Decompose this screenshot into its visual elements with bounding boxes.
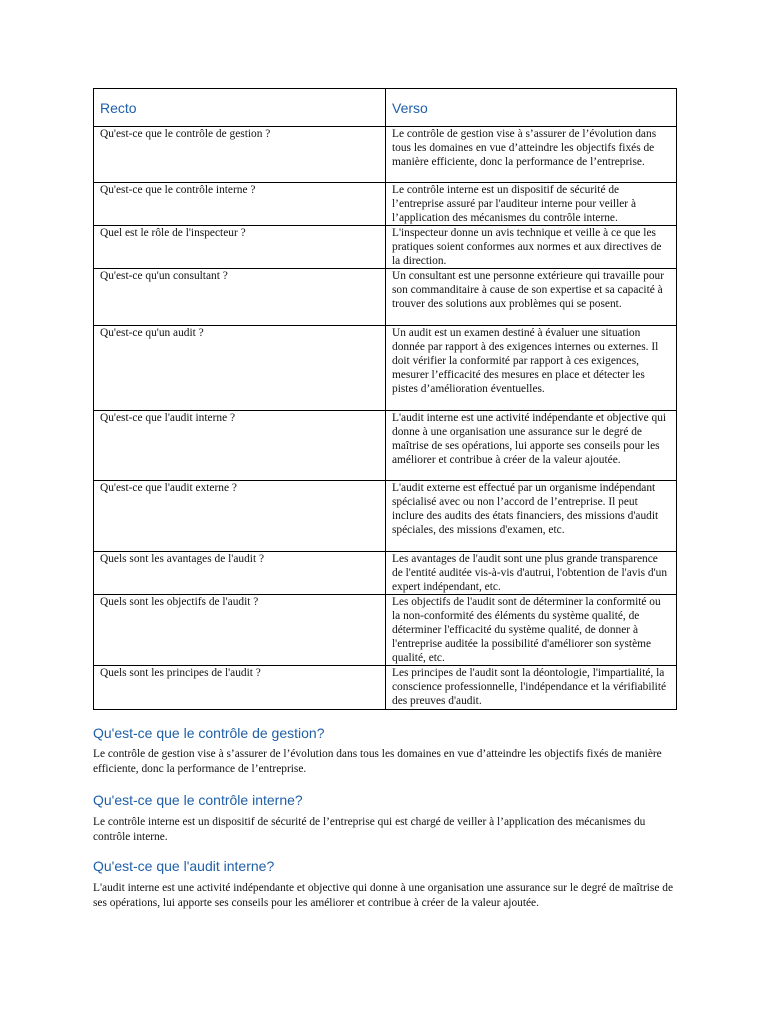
section-heading-controle-gestion: Qu'est-ce que le contrôle de gestion? — [93, 725, 325, 741]
question-cell: Qu'est-ce qu'un audit ? — [94, 326, 386, 411]
question-cell: Qu'est-ce que le contrôle de gestion ? — [94, 127, 386, 183]
table-row — [94, 269, 677, 326]
question-cell: Quels sont les principes de l'audit ? — [94, 666, 386, 710]
recto-verso-table — [93, 88, 677, 710]
table-row — [94, 595, 677, 666]
answer-cell: Le contrôle interne est un dispositif de sécurité de l’entreprise assuré par l'auditeur interne pour veiller à l’application des mécanismes du contrôle interne. — [386, 183, 677, 226]
question-cell: Qu'est-ce que l'audit externe ? — [94, 481, 386, 552]
answer-cell: L'audit interne est une activité indépendante et objective qui donne à une organisation une assurance sur le degré de maîtrise de ses opérations, lui apporte ses conseils pour les améliorer et contribue à créer de la valeur ajoutée. — [386, 411, 677, 481]
table-header-row — [94, 89, 677, 127]
table-row — [94, 552, 677, 595]
section-heading-audit-interne: Qu'est-ce que l'audit interne? — [93, 858, 275, 874]
table-row — [94, 481, 677, 552]
answer-cell: Les principes de l'audit sont la déontologie, l'impartialité, la conscience professionnelle, l'indépendance et la vérifiabilité des preuves d'audit. — [386, 666, 677, 710]
header-verso: Verso — [386, 89, 677, 127]
answer-cell: Les avantages de l'audit sont une plus grande transparence de l'entité auditée vis-à-vis d'autrui, l'obtention de l'avis d'un expert indépendant, etc. — [386, 552, 677, 595]
section-text-controle-interne: Le contrôle interne est un dispositif de sécurité de l’entreprise qui est chargé de veiller à l’application des mécanismes du contrôle interne. — [93, 816, 646, 843]
question-cell: Qu'est-ce qu'un consultant ? — [94, 269, 386, 326]
table-row — [94, 666, 677, 710]
question-cell: Quels sont les objectifs de l'audit ? — [94, 595, 386, 666]
section-text-audit-interne: L'audit interne est une activité indépendante et objective qui donne à une organisation une assurance sur le degré de maîtrise de ses opérations, lui apporte ses conseils pour les améliorer et contribue à créer de la valeur ajoutée. — [93, 882, 674, 909]
table-row — [94, 226, 677, 269]
answer-cell: Un consultant est une personne extérieure qui travaille pour son commanditaire à cause de son expertise et sa capacité à trouver des solutions aux problèmes qui se posent. — [386, 269, 677, 326]
table-row — [94, 326, 677, 411]
table-row — [94, 183, 677, 226]
question-cell: Qu'est-ce que le contrôle interne ? — [94, 183, 386, 226]
question-cell: Quels sont les avantages de l'audit ? — [94, 552, 386, 595]
answer-cell: Les objectifs de l'audit sont de déterminer la conformité ou la non-conformité des éléments du système qualité, de déterminer l'efficacité du système qualité, de donner à l'entreprise auditée la possibilité d'améliorer son système qualité, etc. — [386, 595, 677, 666]
section-heading-controle-interne: Qu'est-ce que le contrôle interne? — [93, 792, 303, 808]
answer-cell: L'inspecteur donne un avis technique et veille à ce que les pratiques soient conformes aux normes et aux directives de la direction. — [386, 226, 677, 269]
answer-cell: Un audit est un examen destiné à évaluer une situation donnée par rapport à des exigences internes ou externes. Il doit vérifier la conformité par rapport à ces exigences, mesurer l’efficacité des mesures en place et détecter les pistes d’amélioration éventuelles. — [386, 326, 677, 411]
answer-cell: L'audit externe est effectué par un organisme indépendant spécialisé avec ou non l’accord de l’entreprise. Il peut inclure des audits des états financiers, des missions d'audit spéciales, des missions d'examen, etc. — [386, 481, 677, 552]
question-cell: Qu'est-ce que l'audit interne ? — [94, 411, 386, 481]
answer-cell: Le contrôle de gestion vise à s’assurer de l’évolution dans tous les domaines en vue d’atteindre les objectifs fixés de manière efficiente, donc la performance de l’entreprise. — [386, 127, 677, 183]
section-text-controle-gestion: Le contrôle de gestion vise à s’assurer de l’évolution dans tous les domaines en vue d’atteindre les objectifs fixés de manière efficiente, donc la performance de l’entreprise. — [93, 748, 662, 775]
table-row — [94, 127, 677, 183]
table-row — [94, 411, 677, 481]
header-recto: Recto — [94, 89, 386, 127]
question-cell: Quel est le rôle de l'inspecteur ? — [94, 226, 386, 269]
